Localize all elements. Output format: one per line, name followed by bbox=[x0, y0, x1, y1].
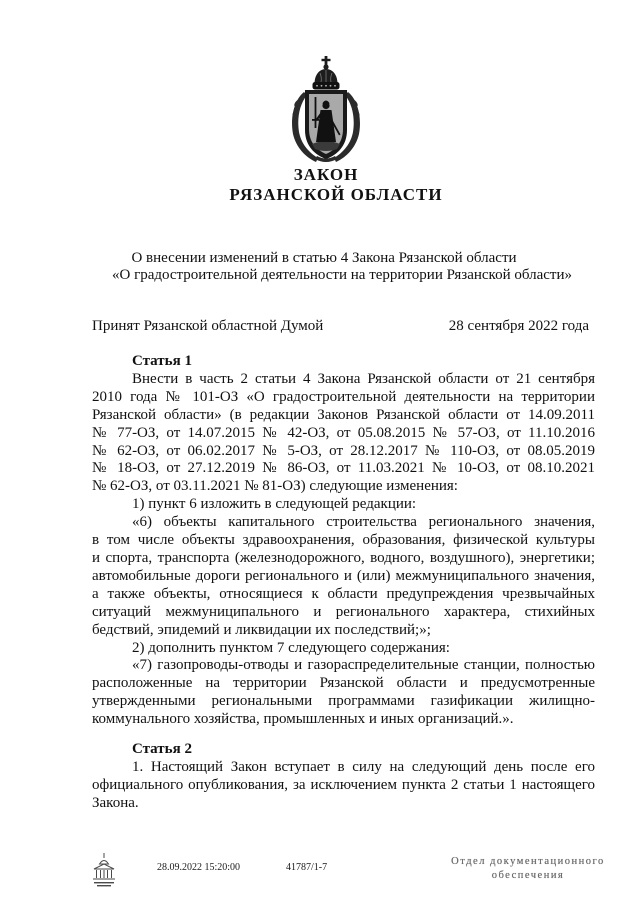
article-1 bbox=[92, 353, 595, 729]
paragraph-line: 2010 года № 101-ОЗ «О градостроительной деятельности на территории bbox=[92, 388, 595, 405]
paragraph-line: 2) дополнить пунктом 7 следующего содержания: bbox=[132, 639, 450, 656]
paragraph-line: № 62-ОЗ, от 06.02.2017 № 5-ОЗ, от 28.12.2017 № 110-ОЗ, от 08.05.2019 bbox=[92, 442, 595, 459]
article-2-paragraph bbox=[92, 759, 595, 813]
paragraph-line: № 62-ОЗ, от 03.11.2021 № 81-ОЗ) следующие изменения: bbox=[92, 478, 458, 495]
paragraph-line: коммунального хозяйства, промышленных и иных организаций.». bbox=[92, 711, 514, 728]
subject-line-2: «О градостроительной деятельности на территории Рязанской области» bbox=[111, 267, 572, 283]
duma-logo-icon bbox=[91, 852, 117, 888]
paragraph-line: бедствий, эпидемий и ликвидации их последствий;»; bbox=[92, 621, 431, 638]
paragraph-line: ситуаций межмуниципального и регионального характера, стихийных bbox=[92, 603, 595, 620]
paragraph-line: 1) пункт 6 изложить в следующей редакции: bbox=[132, 496, 417, 513]
paragraph-line: расположенные на территории Рязанской области и предусмотренные bbox=[92, 675, 595, 692]
registration-timestamp: 28.09.2022 15:20:00 bbox=[157, 862, 241, 873]
coat-of-arms-emblem-icon bbox=[288, 56, 364, 164]
article-1-item-6-text bbox=[92, 514, 595, 639]
department-stamp bbox=[446, 855, 610, 883]
paragraph-line: «7) газопроводы-отводы и газораспределительные станции, полностью bbox=[132, 657, 595, 674]
article-1-point-1-instruction bbox=[92, 496, 595, 514]
article-1-heading: Статья 1 bbox=[132, 353, 192, 369]
paragraph-line: утвержденными региональными программами газификации жилищно- bbox=[92, 693, 595, 710]
paragraph-line: Закона. bbox=[92, 794, 139, 811]
paragraph-line: а также объекты, относящиеся к области предупреждения чрезвычайных bbox=[92, 585, 595, 602]
paragraph-line: Внести в часть 2 статьи 4 Закона Рязанской области от 21 сентября bbox=[132, 370, 595, 387]
article-1-item-7-text bbox=[92, 657, 595, 729]
paragraph-line: Рязанской области» (в редакции Законов Рязанской области от 14.09.2011 bbox=[92, 406, 595, 423]
article-1-intro-paragraph bbox=[92, 371, 595, 496]
adoption-row bbox=[92, 317, 589, 335]
paragraph-line: № 77-ОЗ, от 14.07.2015 № 42-ОЗ, от 05.08.2015 № 57-ОЗ, от 11.10.2016 bbox=[92, 424, 595, 441]
subject-line-1: О внесении изменений в статью 4 Закона Рязанской области bbox=[131, 250, 517, 266]
document-type-title: ЗАКОН bbox=[293, 165, 359, 184]
registration-number: 41787/1-7 bbox=[286, 862, 328, 873]
paragraph-line: официального опубликования, за исключением пункта 2 статьи 1 настоящего bbox=[92, 776, 595, 793]
paragraph-line: № 18-ОЗ, от 27.12.2019 № 86-ОЗ, от 11.03.2021 № 10-ОЗ, от 08.10.2021 bbox=[92, 460, 595, 477]
adopting-body: Принят Рязанской областной Думой bbox=[92, 318, 324, 334]
paragraph-line: и спорта, транспорта (железнодорожного, водного, воздушного), энергетики; bbox=[92, 549, 595, 566]
stamp-line-1: Отдел документационного bbox=[451, 856, 605, 867]
region-title: РЯЗАНСКОЙ ОБЛАСТИ bbox=[229, 185, 443, 204]
adoption-date: 28 сентября 2022 года bbox=[448, 318, 589, 334]
paragraph-line: 1. Настоящий Закон вступает в силу на следующий день после его bbox=[132, 758, 595, 775]
paragraph-line: автомобильные дороги регионального и (или) межмуниципального значения, bbox=[92, 567, 595, 584]
article-2 bbox=[92, 741, 595, 813]
article-1-point-2-instruction bbox=[92, 640, 595, 658]
emblem-crown-icon bbox=[313, 56, 340, 90]
stamp-line-2: обеспечения bbox=[491, 870, 565, 881]
paragraph-line: в том числе объекты здравоохранения, образования, физической культуры bbox=[92, 532, 595, 549]
article-2-heading: Статья 2 bbox=[132, 741, 192, 757]
paragraph-line: «6) объекты капитального строительства регионального значения, bbox=[132, 514, 595, 531]
